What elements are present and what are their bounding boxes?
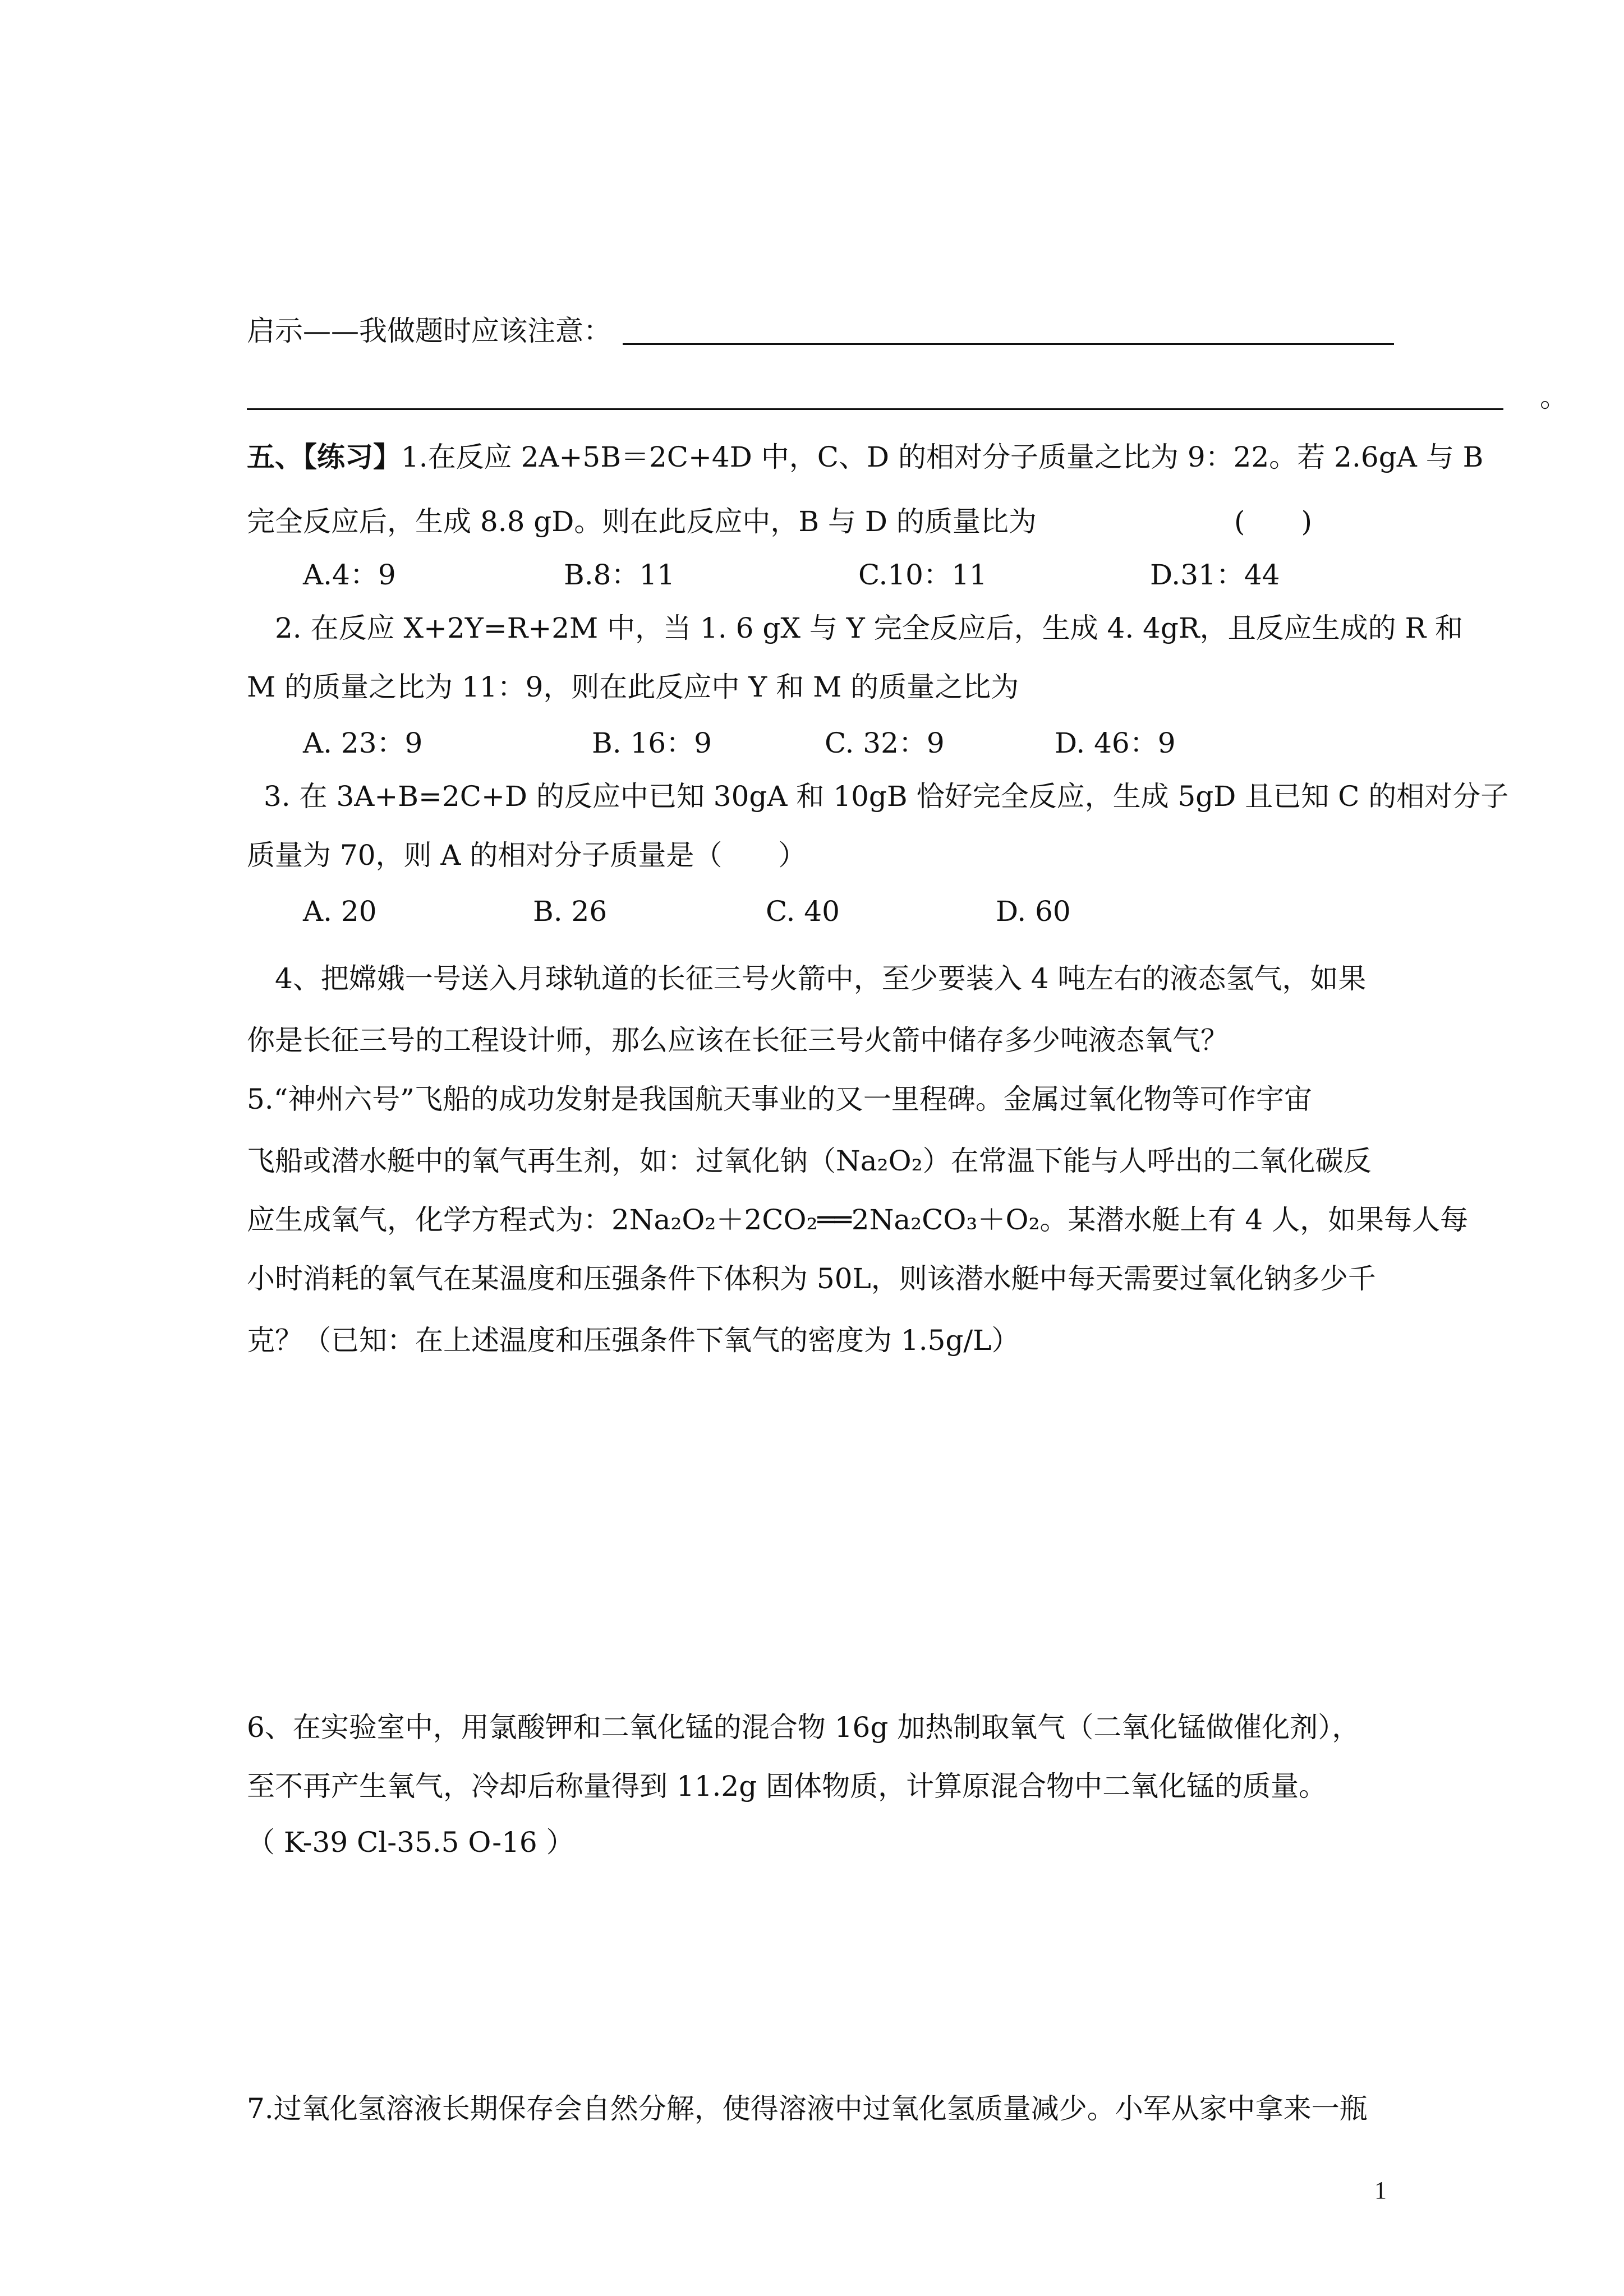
question-4-line-2: 你是长征三号的工程设计师，那么应该在长征三号火箭中储存多少吨液态氧气？ [247, 1024, 1229, 1057]
q2-option-c: C. 32：9 [825, 727, 945, 759]
q3-option-a: A. 20 [303, 895, 377, 928]
question-5-line-4: 小时消耗的氧气在某温度和压强条件下体积为 50L，则该潜水艇中每天需要过氧化钠多少千 [247, 1262, 1376, 1295]
question-4-line-1: 4、把嫦娥一号送入月球轨道的长征三号火箭中，至少要装入 4 吨左右的液态氢气，如果 [275, 962, 1367, 995]
question-2-line-1: 2. 在反应 X+2Y=R+2M 中，当 1. 6 gX 与 Y 完全反应后，生成 4. 4gR，且反应生成的 R 和 [275, 612, 1464, 644]
q3-option-d: D. 60 [996, 895, 1071, 928]
q3-option-c: C. 40 [766, 895, 840, 928]
question-6-line-3: （ K-39 Cl-35.5 O-16 ） [247, 1826, 574, 1859]
question-2-line-2: M 的质量之比为 11：9，则在此反应中 Y 和 M 的质量之比为 [247, 671, 1019, 703]
q2-option-d: D. 46：9 [1055, 727, 1176, 759]
hint-blank-line-2 [247, 408, 1503, 410]
question-7-line-1: 7.过氧化氢溶液长期保存会自然分解，使得溶液中过氧化氢质量减少。小军从家中拿来一瓶 [247, 2092, 1368, 2125]
question-5-line-1: 5.“神州六号”飞船的成功发射是我国航天事业的又一里程碑。金属过氧化物等可作宇宙 [247, 1083, 1312, 1115]
q1-option-b: B.8：11 [564, 559, 675, 591]
question-5-line-2: 飞船或潜水艇中的氧气再生剂，如：过氧化钠（Na₂O₂）在常温下能与人呼出的二氧化碳反 [247, 1145, 1372, 1177]
q3-option-b: B. 26 [533, 895, 608, 928]
q1-text-1: 1.在反应 2A+5B＝2C+4D 中，C、D 的相对分子质量之比为 9：22。若 2.6gA 与 B [401, 441, 1484, 473]
q1-option-a: A.4：9 [303, 559, 396, 591]
q2-option-b: B. 16：9 [592, 727, 712, 759]
hint-end-mark: 。 [1540, 381, 1568, 413]
question-6-line-2: 至不再产生氧气，冷却后称量得到 11.2g 固体物质，计算原混合物中二氧化锰的质量。 [247, 1770, 1327, 1802]
question-5-line-3: 应生成氧气，化学方程式为：2Na₂O₂＋2CO₂══2Na₂CO₃＋O₂。某潜水艇上有 4 人，如果每人每 [247, 1204, 1469, 1236]
question-1-paren: ( ) [1234, 505, 1313, 538]
q1-option-c: C.10：11 [858, 559, 987, 591]
question-6-line-1: 6、在实验室中，用氯酸钾和二氧化锰的混合物 16g 加热制取氧气（二氧化锰做催化剂）， [247, 1711, 1360, 1744]
question-3-line-2: 质量为 70，则 A 的相对分子质量是（ ） [247, 839, 807, 872]
question-1-line-2: 完全反应后，生成 8.8 gD。则在此反应中，B 与 D 的质量比为 [247, 505, 1037, 538]
section-title: 五、【练习】 [247, 440, 401, 473]
question-1-line-1 [247, 440, 1483, 474]
q2-option-a: A. 23：9 [303, 727, 423, 759]
hint-blank-line-1 [623, 343, 1394, 345]
q1-option-d: D.31：44 [1150, 559, 1280, 591]
hint-label: 启示——我做题时应该注意： [247, 315, 611, 347]
question-3-line-1: 3. 在 3A+B=2C+D 的反应中已知 30gA 和 10gB 恰好完全反应，生成 5gD 且已知 C 的相对分子 [264, 780, 1509, 813]
question-5-line-5: 克？（已知：在上述温度和压强条件下氧气的密度为 1.5g/L） [247, 1324, 1020, 1357]
page-number: 1 [1374, 2177, 1387, 2204]
